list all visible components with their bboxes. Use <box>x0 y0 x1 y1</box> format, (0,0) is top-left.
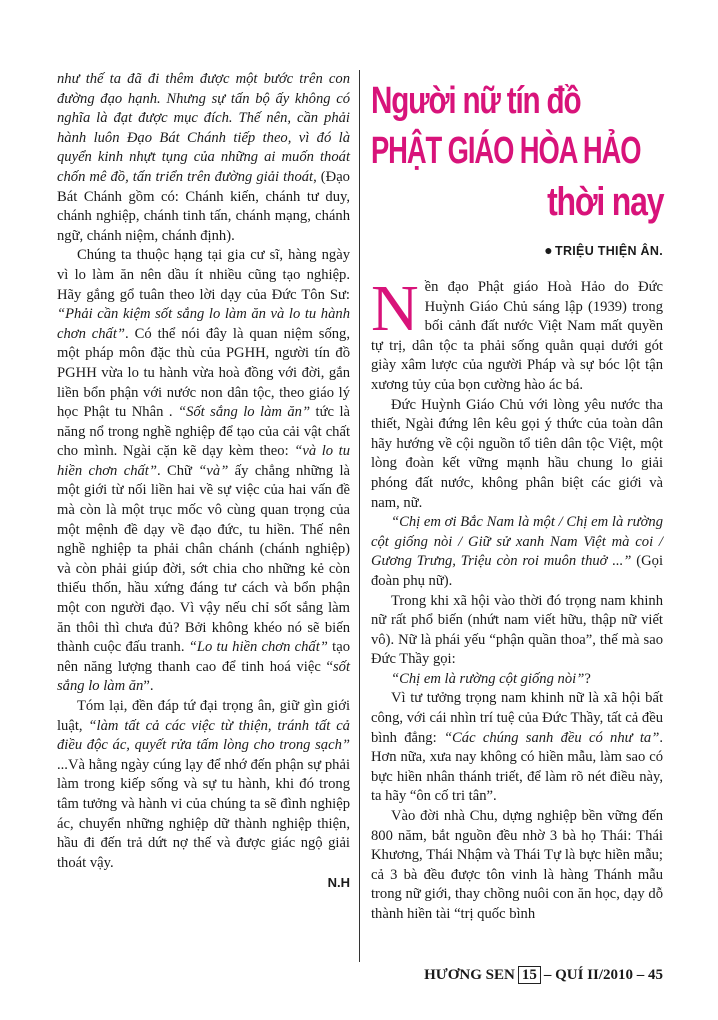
right-column <box>371 272 663 925</box>
right-paragraph-7: Vào đời nhà Chu, dựng nghiệp bền vững đến 800 năm, bắt nguồn đều nhờ 3 bà họ Thái: Thái Khương, Thái Nhậm và Thái Tự là bực hiền mẫu; cả 3 bà đều được tôn vinh là hàng Thánh mẫu trong nữ giới, thay chồng nuôi con ăn học, dạy dỗ thành hiền tài “trị quốc bình <box>371 808 663 922</box>
right-paragraph-6: Vì tư tưởng trọng nam khinh nữ là xã hội bất công, với cái nhìn trí tuệ của Đức Thầy, tất cả đều bình đẳng: “Các chúng sanh đều có như ta”. Hơn nữa, xưa nay không có hiền mẫu, làm sao có bực hiền nhân thánh triết, để làm rõ nét điều này, ta hãy “ôn cố tri tân”. <box>371 690 663 805</box>
author-byline: ● TRIỆU THIỆN ÂN. <box>544 242 663 258</box>
right-paragraph-4: Trong khi xã hội vào thời đó trọng nam khinh nữ rất phổ biến (nhứt nam viết hữu, thập nữ viết vô). Nữ là phái yếu “phận quần thoa”, thế mà sao Đức Thầy gọi: <box>371 592 663 668</box>
left-paragraph-1: như thế ta đã đi thêm được một bước trên con đường đạo hạnh. Nhưng sự tấn bộ ấy không có nghĩa là đạt được mục đích. Thế nên, cần phải hành luôn Đạo Bát Chánh tiếp theo, vì đó là quyển kinh nhựt tụng của những ai muốn thoát chốn mê đồ, tấn triển trên đường giải thoát, (Đạo Bát Chánh gồm có: Chánh kiến, chánh tư duy, chánh nghiệp, chánh tinh tấn, chánh mạng, chánh ngữ, chánh niệm, chánh định). <box>57 71 350 244</box>
left-paragraph-3: Tóm lại, đền đáp tứ đại trọng ân, giữ gìn giới luật, “làm tất cả các việc từ thiện, tránh tất cả điều độc ác, quyết rửa tấm lòng cho trong sạch” ...Và hằng ngày cúng lạy để nhớ đến phận sự phải làm trong kiếp sống và sự tu hành, khi đó trong tâm tưởng và hành vi của chúng ta sẽ đình nghiệp ác, chuyển những nghiệp dữ thành nghiệp thiện, hầu đi đến trả dứt nợ thế và được giác ngộ giải thoát vậy. <box>57 698 350 871</box>
right-paragraph-3: “Chị em ơi Bắc Nam là một / Chị em là rường cột giống nòi / Giữ sử xanh Nam Việt mà coi / Gương Trưng, Triệu còn roi muôn thuở ...” (Gọi đoàn phụ nữ). <box>371 514 663 589</box>
right-paragraph-5: “Chị em là rường cột giống nòi”? <box>391 670 591 687</box>
right-paragraph-2: Đức Huỳnh Giáo Chủ với lòng yêu nước tha thiết, Ngài đứng lên kêu gọi ý thức của toàn dân hãy hướng về cội nguồn tổ tiên dân tộc Việt, một lòng đoàn kết vững mạnh hầu chung lo giải phóng đất nước, không phân biệt các giới và nam, nữ. <box>371 396 663 511</box>
article-title-line-2: PHẬT GIÁO HÒA HẢO <box>371 130 641 172</box>
column-divider <box>359 70 360 962</box>
bullet-icon: ● <box>544 242 554 258</box>
issue-number: 15 <box>518 966 541 984</box>
article-title-line-3: thời nay <box>546 180 663 224</box>
magazine-name: HƯƠNG SEN <box>424 967 515 983</box>
footer-issue-page: – QUÍ II/2010 – 45 <box>543 967 663 983</box>
article-title-line-1: Người nữ tín đồ <box>371 80 581 122</box>
drop-cap: N <box>371 272 419 345</box>
signature: N.H <box>327 875 350 891</box>
right-paragraph-1: Nền đạo Phật giáo Hoà Hảo do Đức Huỳnh Giáo Chủ sáng lập (1939) trong bối cảnh đất nước Việt Nam mất quyền tự trị, dân tộc ta phải sống quằn quại dưới gót giày xâm lược của người Pháp và sự bóc lột tận xương tủy của bọn cường hào ác bá. <box>371 272 663 393</box>
left-column <box>57 70 350 893</box>
page-footer <box>424 966 663 984</box>
left-paragraph-2: Chúng ta thuộc hạng tại gia cư sĩ, hàng ngày vì lo làm ăn nên dầu ít nhiều cũng tạo nghiệp. Hãy gắng gổ tuân theo lời dạy của Đức Tôn Sư: “Phải cần kiệm sốt sắng lo làm ăn và lo tu hành chơn chất”. Có thể nói đây là quan niệm sống, một pháp môn đặc thù của PGHH, người tín đồ PGHH vừa lo tu hành vừa hoà đồng với đời, gắn liền bổn phận với nước non dân tộc, theo giáo lý học Phật tu Nhân . “Sốt sắng lo làm ăn” tức là năng nổ trong nghề nghiệp để tạo của cải vật chất cho mình. Ngài cặn kẽ dạy kèm theo: “và lo tu hiền chơn chất”. Chữ “và” ấy chẳng những là một giới từ nối liền hai về sự việc của hai vấn đề mà còn là một trục mốc vô cùng quan trọng của một mệnh đề dạy về đạo đức, tu hiền. Thế nên nghề nghiệp ta phải chân chánh (chánh nghiệp) và còn phải giúp đời, sớt chia cho những kẻ còn thiếu thốn, hầu xứng đáng tư cách và bổn phận một con người đạo. Vì vậy nếu chỉ sốt sắng làm ăn thôi thì chưa đủ? Bởi không khéo nó sẽ biến thành cuộc đấu tranh. “Lo tu hiền chơn chất” tạo nên năng lượng thanh cao để tinh hoá việc “sốt sắng lo làm ăn”. <box>57 247 351 695</box>
